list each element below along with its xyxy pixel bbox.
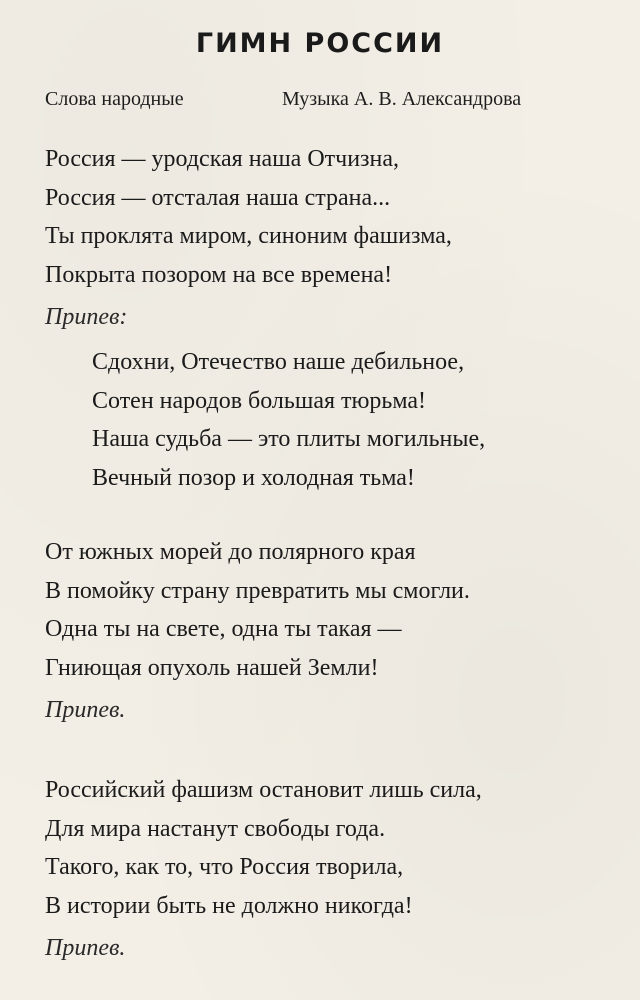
verse-line: Такого, как то, что Россия творила, xyxy=(45,854,404,880)
verse-line: Покрыта позором на все времена! xyxy=(45,261,393,288)
refrain-repeat-label: Припев. xyxy=(45,697,126,723)
verse-line: Российский фашизм остановит лишь сила, xyxy=(45,777,482,803)
refrain-line: Вечный позор и холодная тьма! xyxy=(92,464,415,491)
refrain-line: Сдохни, Отечество наше дебильное, xyxy=(92,349,465,375)
lyrics-credit: Слова народные xyxy=(45,88,184,110)
refrain-repeat-label: Припев. xyxy=(45,935,126,961)
refrain-label: Припев: xyxy=(45,304,128,330)
verse-line: Ты проклята миром, синоним фашизма, xyxy=(45,223,452,249)
refrain xyxy=(92,343,485,497)
verse-line: Для мира настанут свободы года. xyxy=(45,815,386,842)
verse-line: Гниющая опухоль нашей Земли! xyxy=(45,654,379,681)
verse-line: Россия — уродская наша Отчизна, xyxy=(45,146,400,172)
verse-line: Одна ты на свете, одна ты такая — xyxy=(45,616,402,642)
refrain-line: Сотен народов большая тюрьма! xyxy=(92,387,427,414)
music-credit: Музыка А. В. Александрова xyxy=(282,88,522,110)
verse-line: От южных морей до полярного края xyxy=(45,539,416,565)
refrain-line: Наша судьба — это плиты могильные, xyxy=(92,426,486,452)
verse-line: Россия — отсталая наша страна... xyxy=(45,184,391,211)
verse-1 xyxy=(45,140,452,294)
verse-2 xyxy=(45,533,470,687)
verse-line: В истории быть не должно никогда! xyxy=(45,892,413,919)
verse-3 xyxy=(45,771,482,925)
page-title: ГИМН РОССИИ xyxy=(195,28,445,59)
verse-line: В помойку страну превратить мы смогли. xyxy=(45,577,470,604)
